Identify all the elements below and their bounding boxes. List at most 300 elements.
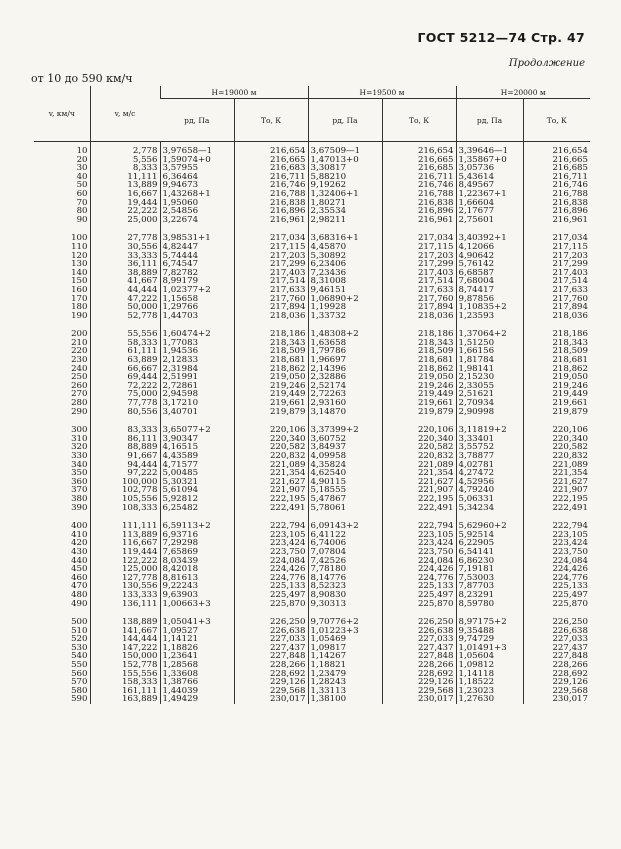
table-row [34, 582, 590, 591]
cell-pressure: 1,19928 [308, 303, 382, 312]
cell-temperature: 223,424 [234, 539, 308, 548]
cell-speed-ms: 33,333 [90, 252, 160, 261]
cell-speed-ms: 111,111 [90, 522, 160, 531]
cell-speed-kmh: 280 [71, 399, 88, 408]
cell-speed-ms: 61,111 [90, 347, 160, 356]
cell-temperature: 218,186 [234, 330, 308, 339]
cell-pressure: 2,70934 [456, 399, 523, 408]
cell-temperature: 219,050 [382, 373, 456, 382]
cell-speed-ms: 41,667 [90, 277, 160, 286]
cell-temperature: 228,692 [523, 670, 590, 679]
cell-speed-kmh: 190 [71, 311, 88, 321]
cell-speed-kmh: 10 [76, 147, 88, 156]
cell-temperature: 220,582 [382, 443, 456, 452]
cell-temperature: 217,514 [382, 277, 456, 286]
cell-pressure: 1,28568 [160, 661, 234, 670]
speed-range-caption: от 10 до 590 км/ч [31, 72, 133, 85]
cell-temperature: 217,299 [234, 260, 308, 269]
cell-temperature: 219,879 [234, 408, 308, 417]
cell-temperature: 221,627 [523, 478, 590, 487]
cell-pressure: 9,22243 [160, 582, 234, 591]
cell-pressure: 1,49429 [160, 695, 234, 704]
cell-temperature: 219,661 [234, 399, 308, 408]
cell-temperature: 217,299 [523, 260, 590, 269]
cell-temperature: 222,195 [382, 495, 456, 504]
cell-pressure: 1,79786 [308, 347, 382, 356]
group-spacer [34, 416, 590, 426]
cell-temperature: 217,299 [382, 260, 456, 269]
cell-speed-ms: 136,111 [90, 600, 160, 609]
cell-temperature: 225,870 [523, 600, 590, 609]
cell-speed-ms: 25,000 [90, 216, 160, 225]
cell-temperature: 228,692 [234, 670, 308, 679]
cell-pressure: 1,23641 [160, 652, 234, 661]
cell-speed-ms: 113,889 [90, 531, 160, 540]
cell-temperature: 227,033 [523, 635, 590, 644]
cell-temperature: 224,776 [382, 574, 456, 583]
cell-pressure: 3,65077+2 [160, 426, 234, 435]
cell-temperature: 216,788 [234, 190, 308, 199]
cell-temperature: 223,105 [234, 531, 308, 540]
cell-pressure: 5,92514 [456, 531, 523, 540]
cell-pressure: 2,17677 [456, 207, 523, 216]
cell-speed-ms: 22,222 [90, 207, 160, 216]
cell-speed-ms: 2,778 [90, 147, 160, 156]
table-row [34, 461, 590, 470]
cell-pressure: 3,68316+1 [308, 234, 382, 243]
cell-temperature: 219,449 [523, 390, 590, 399]
cell-temperature: 217,633 [382, 286, 456, 295]
cell-pressure: 1,43268+1 [160, 190, 234, 199]
table-row [34, 207, 590, 216]
cell-pressure: 1,14267 [308, 652, 382, 661]
cell-pressure: 5,18555 [308, 486, 382, 495]
cell-speed-kmh: 360 [71, 477, 88, 487]
cell-pressure: 1,80271 [308, 199, 382, 208]
cell-pressure: 8,03439 [160, 557, 234, 566]
cell-pressure: 3,60752 [308, 435, 382, 444]
cell-pressure: 7,42526 [308, 557, 382, 566]
cell-pressure: 1,23479 [308, 670, 382, 679]
cell-speed-ms: 91,667 [90, 452, 160, 461]
cell-temperature: 221,627 [382, 478, 456, 487]
cell-speed-kmh: 120 [71, 251, 88, 261]
table-row [34, 347, 590, 356]
cell-speed-kmh: 50 [76, 181, 88, 190]
cell-pressure: 1,06890+2 [308, 295, 382, 304]
cell-temperature: 216,838 [523, 199, 590, 208]
cell-pressure: 3,11819+2 [456, 426, 523, 435]
cell-pressure: 4,90115 [308, 478, 382, 487]
table-row [34, 495, 590, 504]
cell-pressure: 9,70776+2 [308, 618, 382, 627]
cell-pressure: 5,78061 [308, 504, 382, 513]
cell-pressure: 7,07804 [308, 548, 382, 557]
cell-temperature: 217,894 [523, 303, 590, 312]
cell-pressure: 6,68587 [456, 269, 523, 278]
cell-temperature: 216,961 [234, 216, 308, 225]
table-row [34, 408, 590, 417]
cell-speed-ms: 158,333 [90, 678, 160, 687]
cell-speed-ms: 155,556 [90, 670, 160, 679]
table-row [34, 426, 590, 435]
cell-speed-ms: 147,222 [90, 644, 160, 653]
cell-speed-ms: 13,889 [90, 181, 160, 190]
cell-pressure: 4,52956 [456, 478, 523, 487]
cell-temperature: 218,343 [382, 339, 456, 348]
cell-pressure: 9,46151 [308, 286, 382, 295]
cell-temperature: 223,424 [523, 539, 590, 548]
cell-temperature: 216,788 [523, 190, 590, 199]
cell-pressure: 1,27630 [456, 695, 523, 704]
cell-pressure: 6,41122 [308, 531, 382, 540]
cell-temperature: 218,681 [234, 356, 308, 365]
table-row [34, 190, 590, 199]
cell-pressure: 3,37399+2 [308, 426, 382, 435]
cell-temperature: 220,106 [523, 426, 590, 435]
cell-temperature: 227,033 [382, 635, 456, 644]
cell-temperature: 217,403 [234, 269, 308, 278]
cell-temperature: 222,491 [523, 504, 590, 513]
cell-temperature: 217,514 [523, 277, 590, 286]
cell-speed-kmh: 160 [71, 285, 88, 295]
cell-pressure: 1,44703 [160, 312, 234, 321]
cell-pressure: 4,90642 [456, 252, 523, 261]
cell-pressure: 1,44039 [160, 687, 234, 696]
table-row [34, 591, 590, 600]
cell-pressure: 1,47013+0 [308, 156, 382, 165]
cell-speed-kmh: 470 [71, 582, 88, 591]
cell-temperature: 229,568 [234, 687, 308, 696]
cell-temperature: 226,638 [234, 627, 308, 636]
cell-temperature: 218,186 [523, 330, 590, 339]
table-row [34, 365, 590, 374]
cell-speed-kmh: 440 [71, 556, 88, 566]
cell-temperature: 220,340 [234, 435, 308, 444]
table-row [34, 216, 590, 225]
table-row [34, 695, 590, 704]
cell-pressure: 1,95060 [160, 199, 234, 208]
cell-pressure: 2,75601 [456, 216, 523, 225]
cell-pressure: 3,33401 [456, 435, 523, 444]
cell-pressure: 2,12833 [160, 356, 234, 365]
table-row [34, 548, 590, 557]
cell-speed-kmh: 480 [71, 590, 88, 600]
cell-pressure: 6,74547 [160, 260, 234, 269]
cell-pressure: 5,47867 [308, 495, 382, 504]
table-row [34, 277, 590, 286]
table-row [34, 443, 590, 452]
cell-pressure: 9,87856 [456, 295, 523, 304]
cell-temperature: 220,582 [234, 443, 308, 452]
cell-pressure: 1,23593 [456, 312, 523, 321]
cell-speed-ms: 83,333 [90, 426, 160, 435]
col-temperature: Tо, К [523, 99, 590, 142]
cell-temperature: 226,638 [523, 627, 590, 636]
cell-pressure: 1,66604 [456, 199, 523, 208]
cell-pressure: 5,34234 [456, 504, 523, 513]
cell-speed-ms: 108,333 [90, 504, 160, 513]
cell-speed-ms: 116,667 [90, 539, 160, 548]
cell-temperature: 229,126 [234, 678, 308, 687]
cell-pressure: 1,05469 [308, 635, 382, 644]
cell-speed-kmh: 170 [71, 294, 88, 304]
cell-pressure: 7,78180 [308, 565, 382, 574]
cell-pressure: 3,67509—1 [308, 147, 382, 156]
cell-pressure: 4,35824 [308, 461, 382, 470]
cell-temperature: 222,491 [234, 504, 308, 513]
cell-pressure: 1,09817 [308, 644, 382, 653]
table-row [34, 181, 590, 190]
cell-pressure: 1,66156 [456, 347, 523, 356]
cell-pressure: 7,19181 [456, 565, 523, 574]
cell-pressure: 7,68004 [456, 277, 523, 286]
cell-speed-ms: 69,444 [90, 373, 160, 382]
table-row [34, 339, 590, 348]
cell-speed-ms: 44,444 [90, 286, 160, 295]
cell-speed-kmh: 220 [71, 347, 88, 357]
cell-temperature: 227,437 [382, 644, 456, 653]
cell-speed-kmh: 450 [71, 565, 88, 574]
cell-temperature: 223,424 [382, 539, 456, 548]
cell-temperature: 216,685 [523, 164, 590, 173]
cell-pressure: 6,23406 [308, 260, 382, 269]
cell-temperature: 216,788 [382, 190, 456, 199]
cell-temperature: 222,195 [234, 495, 308, 504]
cell-pressure: 4,27472 [456, 469, 523, 478]
cell-speed-ms: 8,333 [90, 164, 160, 173]
cell-temperature: 216,746 [382, 181, 456, 190]
cell-temperature: 217,034 [523, 234, 590, 243]
cell-speed-ms: 72,222 [90, 382, 160, 391]
table-row [34, 452, 590, 461]
cell-speed-kmh: 510 [71, 626, 88, 636]
col-group-h19500: H=19500 м [308, 86, 456, 99]
cell-temperature: 221,089 [234, 461, 308, 470]
cell-temperature: 219,449 [234, 390, 308, 399]
cell-temperature: 225,870 [382, 600, 456, 609]
cell-pressure: 1,05604 [456, 652, 523, 661]
cell-temperature: 218,681 [382, 356, 456, 365]
cell-pressure: 1,23023 [456, 687, 523, 696]
cell-pressure: 1,81784 [456, 356, 523, 365]
cell-temperature: 221,354 [234, 469, 308, 478]
cell-pressure: 2,94598 [160, 390, 234, 399]
cell-temperature: 222,794 [382, 522, 456, 531]
cell-pressure: 6,25482 [160, 504, 234, 513]
table-row [34, 486, 590, 495]
table-row [34, 565, 590, 574]
table-row [34, 618, 590, 627]
cell-temperature: 216,665 [523, 156, 590, 165]
cell-pressure: 1,94536 [160, 347, 234, 356]
cell-temperature: 217,894 [382, 303, 456, 312]
cell-speed-kmh: 570 [71, 678, 88, 687]
cell-pressure: 2,54856 [160, 207, 234, 216]
table-row [34, 199, 590, 208]
cell-speed-kmh: 350 [71, 469, 88, 478]
table-row [34, 435, 590, 444]
cell-pressure: 8,31008 [308, 277, 382, 286]
cell-temperature: 225,133 [382, 582, 456, 591]
cell-temperature: 218,036 [234, 312, 308, 321]
cell-pressure: 6,09143+2 [308, 522, 382, 531]
cell-temperature: 225,497 [234, 591, 308, 600]
cell-pressure: 7,65869 [160, 548, 234, 557]
cell-temperature: 217,403 [523, 269, 590, 278]
cell-pressure: 1,14121 [160, 635, 234, 644]
col-group-h20000: H=20000 м [456, 86, 590, 99]
cell-temperature: 220,106 [234, 426, 308, 435]
cell-temperature: 220,340 [523, 435, 590, 444]
cell-speed-kmh: 320 [71, 443, 88, 452]
cell-temperature: 217,203 [382, 252, 456, 261]
cell-pressure: 9,94673 [160, 181, 234, 190]
cell-pressure: 2,72263 [308, 390, 382, 399]
col-group-h19000: H=19000 м [160, 86, 308, 99]
cell-speed-ms: 141,667 [90, 627, 160, 636]
cell-temperature: 216,654 [523, 147, 590, 156]
cell-temperature: 218,036 [382, 312, 456, 321]
cell-pressure: 3,57955 [160, 164, 234, 173]
cell-temperature: 225,870 [234, 600, 308, 609]
cell-pressure: 3,22674 [160, 216, 234, 225]
table-row [34, 373, 590, 382]
table-row [34, 557, 590, 566]
cell-pressure: 1,15658 [160, 295, 234, 304]
table-row [34, 286, 590, 295]
table-row [34, 504, 590, 513]
cell-temperature: 218,509 [382, 347, 456, 356]
cell-temperature: 216,838 [234, 199, 308, 208]
cell-speed-kmh: 240 [71, 364, 88, 374]
cell-pressure: 5,30892 [308, 252, 382, 261]
cell-pressure: 4,62540 [308, 469, 382, 478]
cell-pressure: 8,49567 [456, 181, 523, 190]
col-speed-kmh: v, км/ч [34, 86, 90, 142]
table-row [34, 574, 590, 583]
cell-pressure: 1,18821 [308, 661, 382, 670]
cell-temperature: 219,246 [523, 382, 590, 391]
cell-pressure: 1,22367+1 [456, 190, 523, 199]
cell-temperature: 218,862 [523, 365, 590, 374]
cell-pressure: 3,55752 [456, 443, 523, 452]
cell-speed-kmh: 420 [71, 539, 88, 548]
cell-pressure: 1,77083 [160, 339, 234, 348]
cell-speed-ms: 52,778 [90, 312, 160, 321]
cell-speed-kmh: 580 [71, 686, 88, 696]
table-row [34, 522, 590, 531]
cell-temperature: 220,832 [523, 452, 590, 461]
cell-pressure: 8,81613 [160, 574, 234, 583]
cell-temperature: 217,403 [382, 269, 456, 278]
cell-pressure: 8,14776 [308, 574, 382, 583]
cell-temperature: 224,776 [523, 574, 590, 583]
col-pressure: pд, Па [308, 99, 382, 142]
cell-temperature: 219,879 [523, 408, 590, 417]
cell-temperature: 224,426 [382, 565, 456, 574]
cell-temperature: 217,760 [382, 295, 456, 304]
cell-pressure: 3,84937 [308, 443, 382, 452]
col-speed-ms: v, м/с [90, 86, 160, 142]
col-temperature: Tо, К [382, 99, 456, 142]
cell-pressure: 8,97175+2 [456, 618, 523, 627]
cell-speed-kmh: 60 [76, 189, 88, 199]
table-row [34, 687, 590, 696]
cell-pressure: 1,09812 [456, 661, 523, 670]
cell-pressure: 3,98531+1 [160, 234, 234, 243]
cell-speed-ms: 100,000 [90, 478, 160, 487]
cell-pressure: 2,93160 [308, 399, 382, 408]
table-row [34, 252, 590, 261]
cell-speed-kmh: 390 [71, 503, 88, 513]
cell-speed-ms: 16,667 [90, 190, 160, 199]
cell-pressure: 2,90998 [456, 408, 523, 417]
cell-speed-ms: 152,778 [90, 661, 160, 670]
cell-pressure: 6,86230 [456, 557, 523, 566]
cell-pressure: 5,61094 [160, 486, 234, 495]
cell-pressure: 5,30321 [160, 478, 234, 487]
group-spacer [34, 512, 590, 522]
cell-pressure: 7,23436 [308, 269, 382, 278]
cell-temperature: 229,126 [382, 678, 456, 687]
cell-temperature: 230,017 [234, 695, 308, 704]
cell-pressure: 3,90347 [160, 435, 234, 444]
cell-pressure: 1,59074+0 [160, 156, 234, 165]
page-header: ГОСТ 5212—74 Стр. 47 [417, 30, 585, 45]
table-row [34, 382, 590, 391]
cell-speed-kmh: 540 [71, 652, 88, 662]
cell-pressure: 1,63658 [308, 339, 382, 348]
cell-speed-ms: 63,889 [90, 356, 160, 365]
cell-temperature: 219,661 [523, 399, 590, 408]
cell-pressure: 9,19262 [308, 181, 382, 190]
cell-pressure: 6,54141 [456, 548, 523, 557]
cell-speed-kmh: 260 [71, 381, 88, 391]
cell-temperature: 222,195 [523, 495, 590, 504]
cell-pressure: 6,59113+2 [160, 522, 234, 531]
cell-speed-ms: 138,889 [90, 618, 160, 627]
cell-pressure: 2,51621 [456, 390, 523, 399]
cell-pressure: 1,10835+2 [456, 303, 523, 312]
cell-speed-kmh: 340 [71, 460, 88, 470]
cell-pressure: 1,00663+3 [160, 600, 234, 609]
cell-pressure: 8,99179 [160, 277, 234, 286]
cell-pressure: 8,90830 [308, 591, 382, 600]
cell-speed-ms: 19,444 [90, 199, 160, 208]
cell-pressure: 8,42018 [160, 565, 234, 574]
table-row [34, 600, 590, 609]
cell-speed-ms: 55,556 [90, 330, 160, 339]
cell-pressure: 2,33055 [456, 382, 523, 391]
cell-temperature: 216,896 [234, 207, 308, 216]
cell-temperature: 225,497 [523, 591, 590, 600]
cell-speed-kmh: 250 [71, 373, 88, 382]
cell-speed-kmh: 410 [71, 530, 88, 540]
cell-temperature: 217,760 [523, 295, 590, 304]
cell-temperature: 221,627 [234, 478, 308, 487]
cell-pressure: 2,31984 [160, 365, 234, 374]
group-spacer [34, 224, 590, 234]
cell-pressure: 4,43589 [160, 452, 234, 461]
cell-speed-ms: 50,000 [90, 303, 160, 312]
cell-pressure: 9,30313 [308, 600, 382, 609]
cell-temperature: 223,105 [523, 531, 590, 540]
cell-pressure: 2,15230 [456, 373, 523, 382]
cell-temperature: 227,848 [523, 652, 590, 661]
cell-pressure: 1,18522 [456, 678, 523, 687]
cell-temperature: 216,665 [382, 156, 456, 165]
